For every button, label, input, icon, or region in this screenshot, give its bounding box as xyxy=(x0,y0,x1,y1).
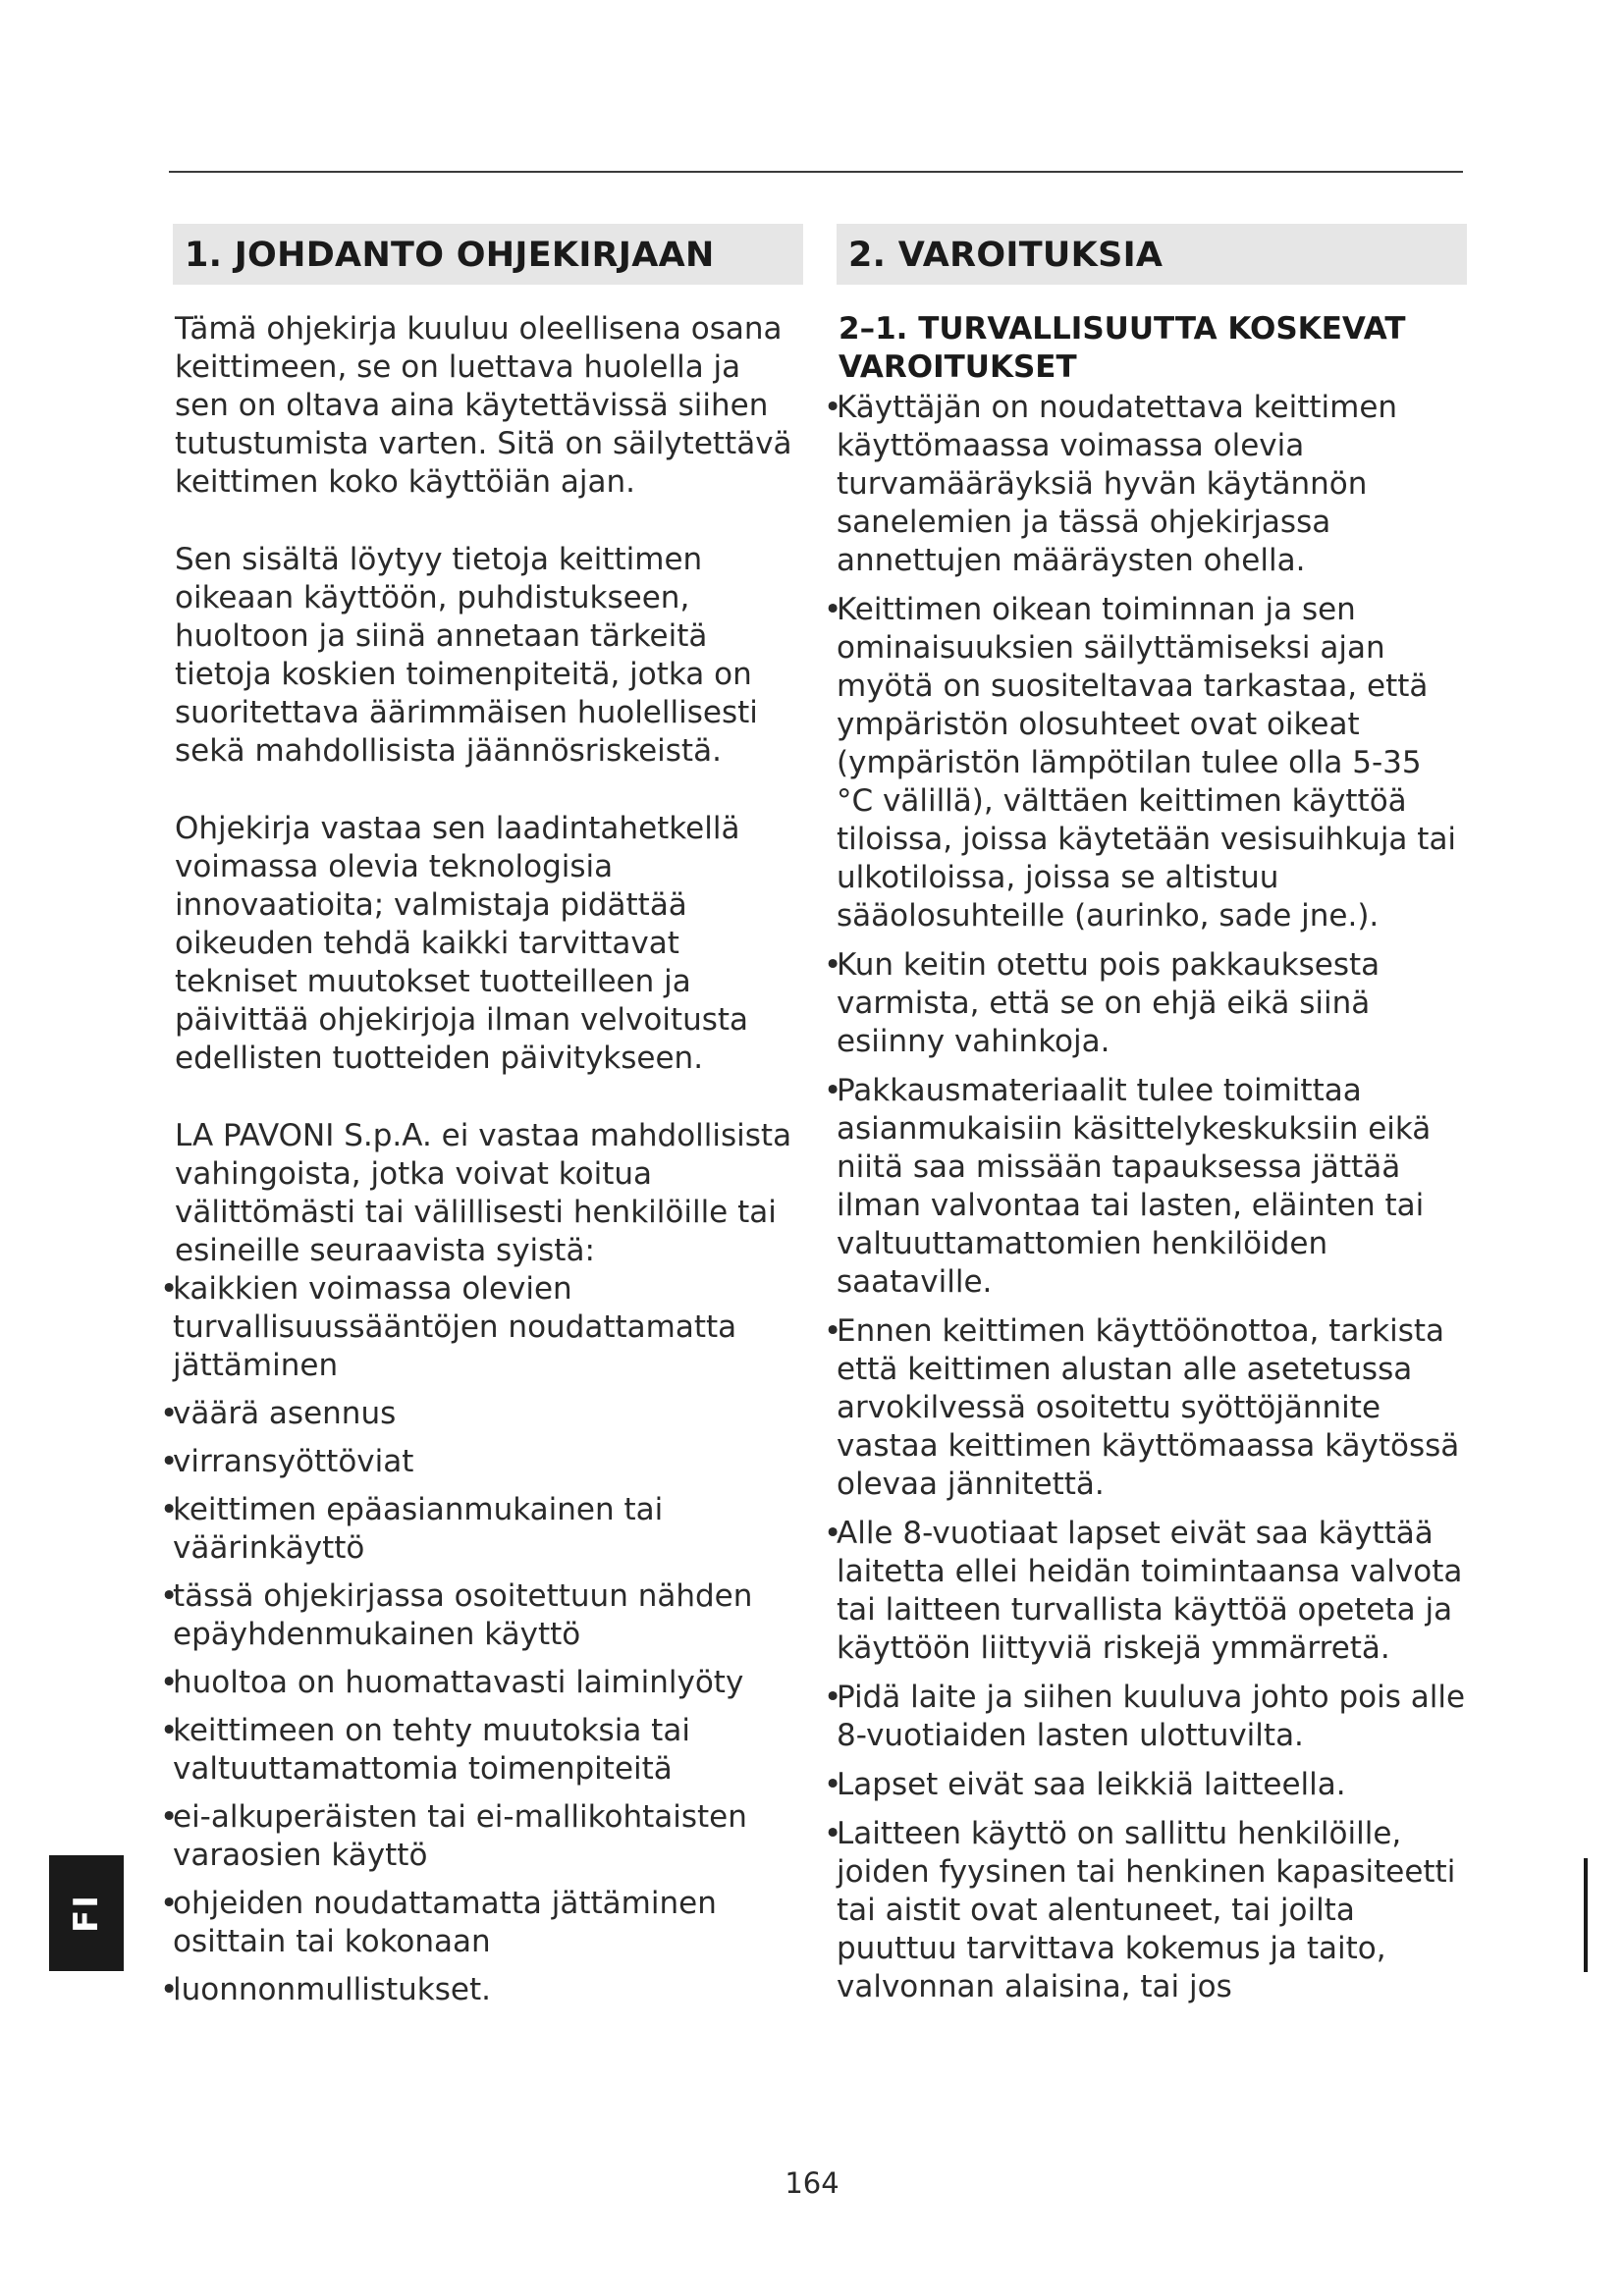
liability-paragraph: LA PAVONI S.p.A. ei vastaa mahdollisista vahingoista, jotka voivat koitua välittömästi tai välillisesti henkilöille tai esineille seuraavista syistä: xyxy=(175,1118,792,1268)
bullet-icon: • xyxy=(160,1271,179,1307)
bullet-icon: • xyxy=(160,1492,179,1527)
intro-paragraph: Ohjekirja vastaa sen laadintahetkellä voimassa olevia teknologisia innovaatioita; valmistaja pidättää oikeuden tehdä kaikki tarvittavat tekniset muutokset tuotteilleen ja päivittää ohjekirjoja ilman velvoitusta edellisten tuotteiden päivitykseen. xyxy=(175,811,749,1076)
language-tab xyxy=(49,1855,124,1971)
side-margin-mark xyxy=(1584,1858,1588,1972)
list-item: • Kun keitin otettu pois pakkauksesta varmista, että se on ehjä eikä siinä esiinny vahinkoja. xyxy=(824,947,1380,1059)
list-item: • Pakkausmateriaalit tulee toimittaa asianmukaisiin käsittelykeskuksiin eikä niitä saa missään tapauksessa jättää ilman valvontaa tai lasten, eläinten tai valtuuttamattomien henkilöiden saataville. xyxy=(824,1073,1432,1300)
list-item: • ohjeiden noudattamatta jättäminen osittain tai kokonaan xyxy=(160,1886,717,1959)
list-item: • kaikkien voimassa olevien turvallisuussääntöjen noudattamatta jättäminen xyxy=(160,1271,737,1383)
intro-paragraph: Tämä ohjekirja kuuluu oleellisena osana keittimeen, se on luettava huolella ja sen on oltava aina käytettävissä siihen tutustumista varten. Sitä on säilytettävä keittimen koko käyttöiän ajan. xyxy=(175,311,792,500)
list-item: • Pidä laite ja siihen kuuluva johto pois alle 8-vuotiaiden lasten ulottuvilta. xyxy=(824,1680,1466,1753)
list-item: • tässä ohjekirjassa osoitettuun nähden epäyhdenmukainen käyttö xyxy=(160,1578,753,1652)
section-heading-introduction: 1. JOHDANTO OHJEKIRJAAN xyxy=(173,224,803,285)
list-item: • virransyöttöviat xyxy=(160,1444,414,1479)
bullet-icon: • xyxy=(160,1665,179,1700)
bullet-icon: • xyxy=(160,1396,179,1431)
list-item: • keittimeen on tehty muutoksia tai valtuuttamattomia toimenpiteitä xyxy=(160,1713,690,1787)
top-rule xyxy=(169,171,1463,173)
bullet-icon: • xyxy=(160,1578,179,1614)
bullet-icon: • xyxy=(160,1886,179,1921)
bullet-icon: • xyxy=(160,1444,179,1479)
page-number: 164 xyxy=(785,2166,839,2200)
bullet-icon: • xyxy=(824,947,842,983)
intro-paragraph: Sen sisältä löytyy tietoja keittimen oikeaan käyttöön, puhdistukseen, huoltoon ja siinä annetaan tärkeitä tietoja koskien toimenpiteitä, jotka on suoritettava äärimmäisen huolellisesti sekä mahdollisista jäännösriskeistä. xyxy=(175,542,758,769)
bullet-icon: • xyxy=(824,1767,842,1802)
bullet-icon: • xyxy=(824,1516,842,1551)
bullet-icon: • xyxy=(824,592,842,627)
list-item: • Käyttäjän on noudatettava keittimen käyttömaassa voimassa olevia turvamääräyksiä hyvän käytännön sanelemien ja tässä ohjekirjassa annettujen määräysten ohella. xyxy=(824,390,1398,578)
language-tab-label: FI xyxy=(66,1894,106,1933)
list-item: • Laitteen käyttö on sallittu henkilöille, joiden fyysinen tai henkinen kapasiteetti tai aistit ovat alentuneet, tai joilta puuttuu tarvittava kokemus ja taito, valvonnan alaisina, tai jos xyxy=(824,1816,1456,2004)
bullet-icon: • xyxy=(824,1313,842,1349)
right-column xyxy=(824,224,1467,2017)
list-item: • Ennen keittimen käyttöönottoa, tarkista että keittimen alustan alle asetetussa arvokilvessä osoitettu syöttöjännite vastaa keittimen käyttömaassa käytössä olevaa jännitettä. xyxy=(824,1313,1460,1502)
list-item: • Lapset eivät saa leikkiä laitteella. xyxy=(824,1767,1346,1802)
list-item: • luonnonmullistukset. xyxy=(160,1972,491,2007)
list-item: • Alle 8-vuotiaat lapset eivät saa käyttää laitetta ellei heidän toimintaansa valvota tai laitteen turvallista käyttöä opeteta ja käyttöön liittyviä riskejä ymmärretä. xyxy=(824,1516,1463,1666)
list-item: • ei-alkuperäisten tai ei-mallikohtaisten varaosien käyttö xyxy=(160,1799,747,1873)
list-item: • Keittimen oikean toiminnan ja sen ominaisuuksien säilyttämiseksi ajan myötä on suositeltavaa tarkastaa, että ympäristön olosuhteet ovat oikeat (ympäristön lämpötilan tulee olla 5-35 °C välillä), välttäen keittimen käyttöä tiloissa, joissa käytetään vesisuihkuja tai ulkotiloissa, joissa se altistuu sääolosuhteille (aurinko, sade jne.). xyxy=(824,592,1457,934)
section-heading-warnings: 2. VAROITUKSIA xyxy=(837,224,1467,285)
safety-warnings-list xyxy=(824,389,1467,2006)
liability-causes-list xyxy=(160,1270,803,2009)
list-item: • huoltoa on huomattavasti laiminlyöty xyxy=(160,1665,744,1700)
bullet-icon: • xyxy=(160,1799,179,1835)
bullet-icon: • xyxy=(160,1713,179,1748)
bullet-icon: • xyxy=(824,1816,842,1851)
list-item: • keittimen epäasianmukainen tai väärinkäyttö xyxy=(160,1492,664,1566)
bullet-icon: • xyxy=(824,390,842,425)
list-item: • väärä asennus xyxy=(160,1396,397,1431)
subsection-heading-safety: 2–1. TURVALLISUUTTA KOSKEVAT VAROITUKSET xyxy=(839,311,1406,385)
bullet-icon: • xyxy=(160,1972,179,2007)
bullet-icon: • xyxy=(824,1680,842,1715)
bullet-icon: • xyxy=(824,1073,842,1108)
left-column xyxy=(160,224,803,2019)
